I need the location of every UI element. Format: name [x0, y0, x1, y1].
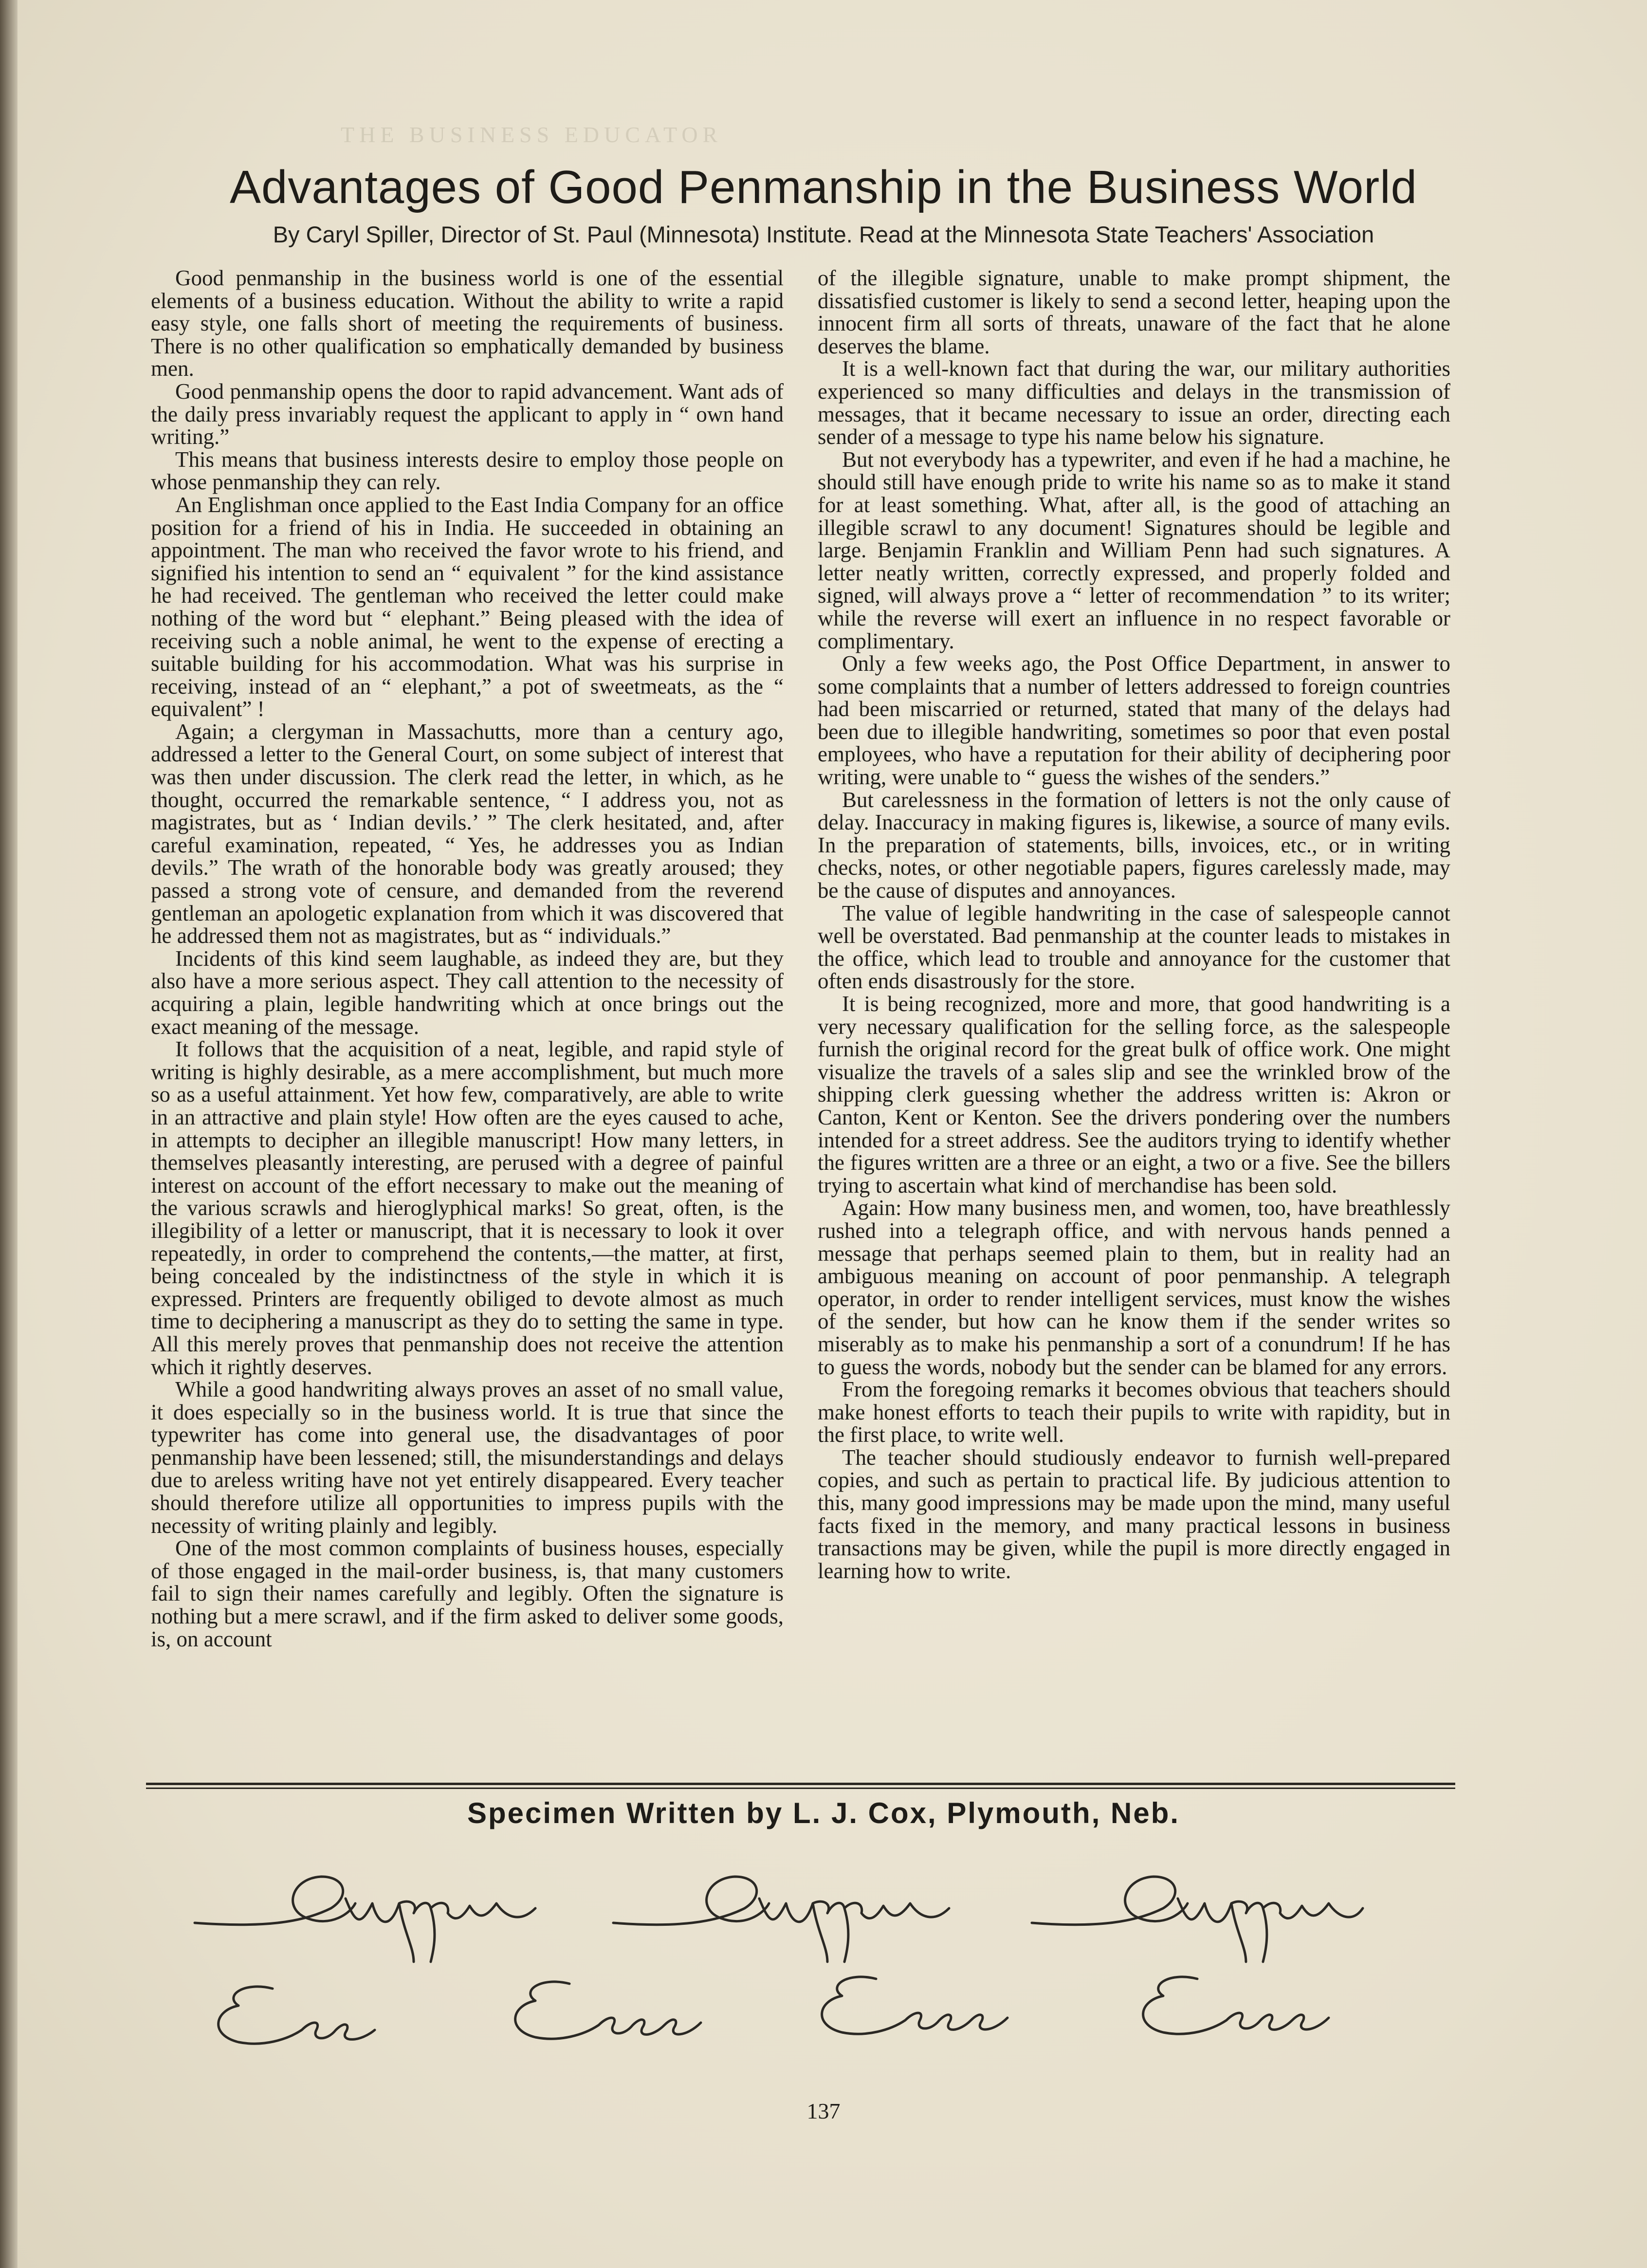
paragraph: Incidents of this kind seem laughable, as indeed they are, but they also have a more serious aspect. They call attention to the necessity of acquiring a plain, legible handwriting which at once brings out the exact meaning of the message.	[151, 946, 784, 1039]
article-column-right	[818, 267, 1450, 1766]
paragraph: Again: How many business men, and women, too, have breathlessly rushed into a telegraph office, and with nervous hands penned a message that perhaps seemed plain to them, but in reality had an ambiguous meaning on account of poor penmanship. A telegraph operator, in order to render intelligent services, must know the wishes of the sender, but how can he know them if the sender writes so miserably as to make his penmanship a sort of a conundrum! If he has to guess the words, nobody but the sender can be blamed for any errors.	[818, 1196, 1450, 1379]
paragraph: The value of legible handwriting in the case of salespeople cannot well be overstated. Bad penmanship at the counter leads to mistakes in the office, which lead to trouble and annoyance for the customer that often ends disastrously for the store.	[818, 901, 1450, 994]
specimen-word-e-1	[219, 1987, 375, 2044]
page-binding-edge	[0, 0, 18, 2268]
paragraph: An Englishman once applied to the East India Company for an office position for a friend of his in India. He succeeded in obtaining an appointment. The man who received the favor wrote to his friend, and signified his intention to send an “ equivalent ” for the kind assistance he had received. The gentleman who received the letter could make nothing of the word but “ elephant.” Being pleased with the idea of receiving such a noble animal, he went to the expense of erecting a suitable building for his accommodation. What was his surprise in receiving, instead of an “ elephant,” a pot of sweetmeats, as the “ equivalent” !	[151, 492, 784, 721]
page-number: 137	[806, 2099, 841, 2123]
ghost-running-head: THE BUSINESS EDUCATOR	[341, 122, 723, 147]
paragraph: Good penmanship opens the door to rapid advancement. Want ads of the daily press invariably request the applicant to apply in “ own hand writing.”	[151, 379, 784, 449]
paragraph: It is being recognized, more and more, that good handwriting is a very necessary qualification for the selling force, as the salespeople furnish the original record for the great bulk of office work. One might visualize the travels of a sales slip and see the wrinkled brow of the shipping clerk guessing whether the address written is: Akron or Canton, Kent or Kenton. See the drivers pondering over the numbers intended for a street address. See the auditors trying to identify whether the figures written are a three or an eight, a two or a five. See the billers trying to ascertain what kind of merchandise has been sold.	[818, 992, 1450, 1198]
paragraph: From the foregoing remarks it becomes obvious that teachers should make honest efforts to teach their pupils to write with rapidity, but in the first place, to write well.	[818, 1377, 1450, 1447]
paragraph: It follows that the acquisition of a neat, legible, and rapid style of writing is highly desirable, as a mere accomplishment, but much more so as a useful attainment. Yet how few, comparatively, are able to write in an attractive and plain style! How often are the eyes caused to ache, in attempts to decipher an illegible manuscript! How many letters, in themselves pleasantly interesting, are perused with a degree of painful interest on account of the effort necessary to make out the meaning of the various scrawls and hieroglyphical marks! So great, often, is the illegibility of a letter or manuscript, that it is necessary to look it over repeatedly, in order to comprehend the contents,—the matter, at first, being concealed by the indistinctness of the style in which it is expressed. Printers are frequently obiliged to devote almost as much time to deciphering a manuscript as they do to setting the same in type. All this merely proves that penmanship does not receive the attention which it rightly deserves.	[151, 1037, 784, 1379]
paragraph: Again; a clergyman in Massachutts, more than a century ago, addressed a letter to the General Court, on some subject of interest that was then under discussion. The clerk read the letter, in which, as he thought, occurred the remarkable sentence, “ I address you, not as magistrates, but as ‘ Indian devils.’ ” The clerk hesitated, and, after careful examination, repeated, “ Yes, he addresses you as Indian devils.” The wrath of the honorable body was greatly aroused; they passed a strong vote of censure, and demanded from the reverend gentleman an apologetic explanation from which it was discovered that he addressed them not as magistrates, but as “ individuals.”	[151, 719, 784, 948]
paragraph: of the illegible signature, unable to make prompt shipment, the dissatisfied customer is likely to send a second letter, heaping upon the innocent firm all sorts of threats, unaware of the fact that he alone deserves the blame.	[818, 266, 1450, 358]
paragraph: Only a few weeks ago, the Post Office Department, in answer to some complaints that a number of letters addressed to foreign countries had been miscarried or returned, stated that many of the delays had been due to illegible handwriting, sometimes so poor that even postal employees, who have a reputation for their ability of deciphering poor writing, were unable to “ guess the wishes of the senders.”	[818, 651, 1450, 790]
handwriting-specimen	[185, 1850, 1499, 2084]
article-byline: By Caryl Spiller, Director of St. Paul (Minnesota) Institute. Read at the Minnesota State Teachers' Association	[273, 221, 1374, 247]
specimen-word-e-2	[515, 1982, 701, 2039]
paragraph: The teacher should studiously endeavor to furnish well-prepared copies, and such as pertain to practical life. By judicious attention to this, many good impressions may be made upon the mind, many useful facts fixed in the memory, and many practical lessons in business transactions may be given, while the pupil is more directly engaged in learning how to write.	[818, 1445, 1450, 1583]
specimen-word-rippin-1	[195, 1877, 535, 1962]
paragraph: Good penmanship in the business world is one of the essential elements of a business education. Without the ability to write a rapid easy style, one falls short of meeting the requirements of business. There is no other qualification so emphatically demanded by business men.	[151, 266, 784, 381]
divider-rule	[146, 1783, 1455, 1785]
paragraph: One of the most common complaints of business houses, especially of those engaged in the mail-order business, is, that many customers fail to sign their names carefully and legibly. Often the signature is nothing but a mere scrawl, and if the firm asked to deliver some goods, is, on account	[151, 1536, 784, 1651]
paragraph: This means that business interests desire to employ those people on whose penmanship they can rely.	[151, 447, 784, 495]
paragraph: But carelessness in the formation of letters is not the only cause of delay. Inaccuracy in making figures is, likewise, a source of many evils. In the preparation of statements, bills, invoices, etc., or in writing checks, notes, or other negotiable papers, figures carelessly made, may be the cause of disputes and annoyances.	[818, 787, 1450, 903]
specimen-word-rippin-2	[613, 1877, 949, 1962]
specimen-word-rippin-3	[1032, 1877, 1363, 1962]
specimen-word-e-4	[1143, 1977, 1329, 2034]
article-title: Advantages of Good Penmanship in the Business World	[230, 161, 1417, 213]
specimen-word-e-3	[822, 1977, 1007, 2034]
article-column-left	[151, 267, 784, 1766]
specimen-title: Specimen Written by L. J. Cox, Plymouth, Neb.	[467, 1797, 1180, 1829]
paragraph: It is a well-known fact that during the war, our military authorities experienced so many difficulties and delays in the transmission of messages, that it became necessary to issue an order, directing each sender of a message to type his name below his signature.	[818, 356, 1450, 449]
paragraph: But not everybody has a typewriter, and even if he had a machine, he should still have enough pride to write his name so as to make it stand for at least something. What, after all, is the good of attaching an illegible scrawl to any document! Signatures should be legible and large. Benjamin Franklin and William Penn had such signatures. A letter neatly written, correctly expressed, and properly folded and signed, will always prove a “ letter of recommendation ” to its writer; while the reverse will exert an influence in no respect favorable or complimentary.	[818, 447, 1450, 653]
paragraph: While a good handwriting always proves an asset of no small value, it does especially so in the business world. It is true that since the typewriter has come into general use, the disadvantages of poor penmanship have been lessened; still, the misunderstandings and delays due to areless writing have not yet entirely disappeared. Every teacher should therefore utilize all opportunities to impress pupils with the necessity of writing plainly and legibly.	[151, 1377, 784, 1538]
divider-rule-thin	[146, 1788, 1455, 1789]
